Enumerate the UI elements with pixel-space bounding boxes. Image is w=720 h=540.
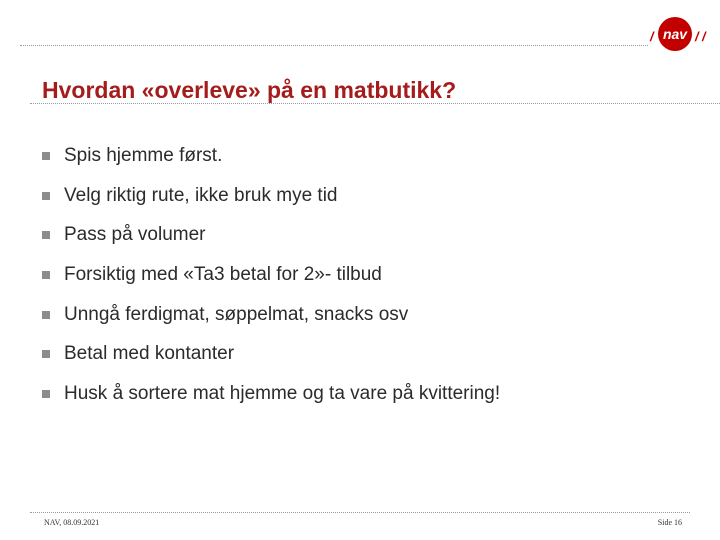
- top-divider: [20, 45, 648, 46]
- square-bullet-icon: [42, 192, 50, 200]
- bullet-text: Pass på volumer: [64, 224, 206, 246]
- svg-text:/: /: [702, 29, 706, 44]
- footer-page-number: Side 16: [657, 518, 682, 527]
- svg-text:/: /: [695, 29, 699, 44]
- title-divider: [30, 103, 720, 104]
- bullet-text: Unngå ferdigmat, søppelmat, snacks osv: [64, 303, 409, 325]
- footer-date: NAV, 08.09.2021: [44, 518, 100, 527]
- footer-divider: [30, 512, 690, 513]
- bullet-text: Husk å sortere mat hjemme og ta vare på kvittering!: [64, 383, 501, 405]
- bullet-text: Forsiktig med «Ta3 betal for 2»- tilbud: [64, 264, 382, 286]
- square-bullet-icon: [42, 271, 50, 279]
- slide-title: Hvordan «overleve» på en matbutikk?: [42, 77, 457, 103]
- bullet-text: Spis hjemme først.: [64, 145, 223, 166]
- logo-text: nav: [662, 26, 688, 42]
- square-bullet-icon: [42, 390, 50, 398]
- square-bullet-icon: [42, 350, 50, 358]
- bullet-text: Velg riktig rute, ikke bruk mye tid: [64, 184, 338, 206]
- square-bullet-icon: [42, 152, 50, 160]
- square-bullet-icon: [42, 231, 50, 239]
- bullet-text: Betal med kontanter: [64, 343, 235, 365]
- square-bullet-icon: [42, 311, 50, 319]
- svg-text:/: /: [650, 29, 654, 44]
- nav-logo-icon: [648, 14, 710, 54]
